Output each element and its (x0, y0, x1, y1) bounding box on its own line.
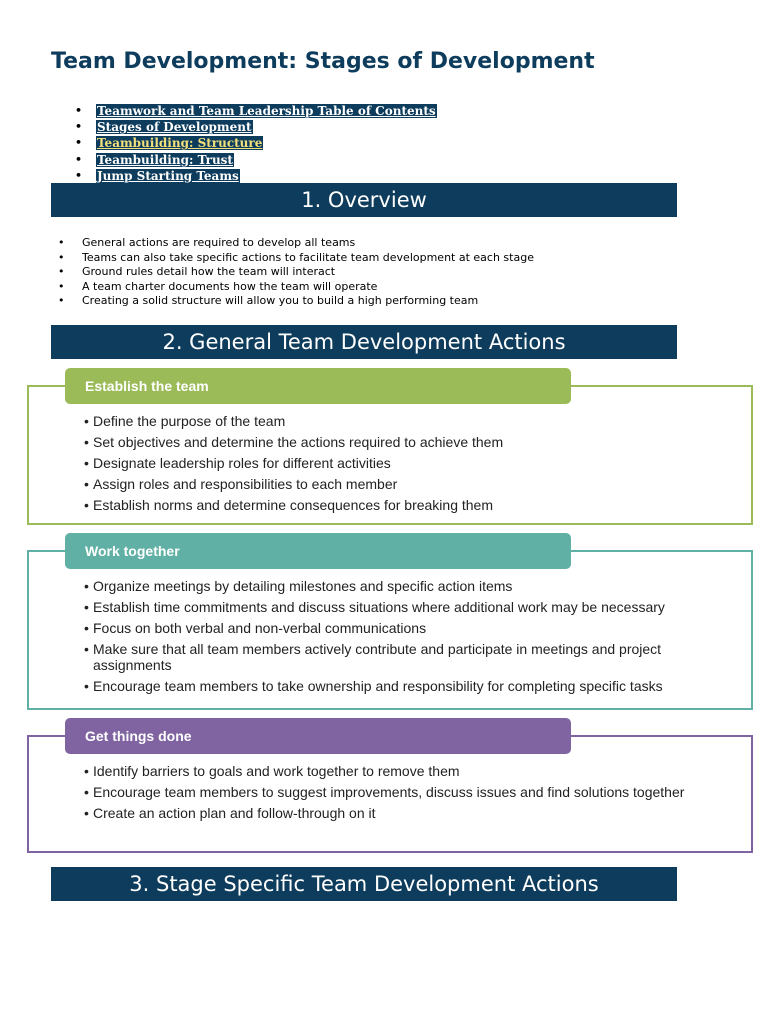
toc-item (75, 103, 437, 119)
list-item: • Ground rules detail how the team will interact (58, 265, 534, 280)
toc-item (75, 135, 437, 151)
toc-item (75, 119, 437, 135)
overview-list (58, 236, 534, 309)
list-item: • General actions are required to develop all teams (58, 236, 534, 251)
page-title: Team Development: Stages of Development (51, 49, 595, 74)
toc-link-trust[interactable]: Teambuilding: Trust (97, 152, 233, 167)
list-item: • Focus on both verbal and non-verbal communications (84, 620, 703, 636)
list-item: • Define the purpose of the team (84, 413, 703, 429)
section-heading-stage-specific: 3. Stage Specific Team Development Actions (51, 867, 677, 901)
list-item: • Encourage team members to take ownership and responsibility for completing specific tasks (84, 678, 703, 694)
work-together-heading: Work together (65, 533, 571, 569)
list-item: • Establish norms and determine consequences for breaking them (84, 497, 703, 513)
list-item: • Set objectives and determine the actions required to achieve them (84, 434, 703, 450)
toc-link-teamwork-contents[interactable]: Teamwork and Team Leadership Table of Contents (97, 104, 436, 118)
table-of-contents (75, 103, 437, 184)
work-together-list (84, 578, 703, 699)
list-item: • Encourage team members to suggest improvements, discuss issues and find solutions together (84, 784, 703, 800)
establish-team-heading: Establish the team (65, 368, 571, 404)
list-item: • A team charter documents how the team will operate (58, 280, 534, 295)
toc-item (75, 168, 437, 184)
list-item: • Create an action plan and follow-through on it (84, 805, 703, 821)
toc-link-jump-starting[interactable]: Jump Starting Teams (97, 168, 239, 183)
toc-link-structure[interactable]: Teambuilding: Structure (97, 136, 263, 151)
get-things-done-list (84, 763, 703, 826)
section-heading-overview: 1. Overview (51, 183, 677, 217)
toc-link-stages[interactable]: Stages of Development (97, 120, 252, 135)
toc-item (75, 152, 437, 168)
list-item: • Teams can also take specific actions to facilitate team development at each stage (58, 251, 534, 266)
list-item: • Make sure that all team members actively contribute and participate in meetings and project assignments (84, 641, 703, 673)
list-item: • Establish time commitments and discuss situations where additional work may be necessary (84, 599, 703, 615)
get-things-done-heading: Get things done (65, 718, 571, 754)
list-item: • Assign roles and responsibilities to each member (84, 476, 703, 492)
list-item: • Identify barriers to goals and work together to remove them (84, 763, 703, 779)
establish-team-list (84, 413, 703, 518)
section-heading-general-actions: 2. General Team Development Actions (51, 325, 677, 359)
list-item: • Organize meetings by detailing milestones and specific action items (84, 578, 703, 594)
list-item: • Creating a solid structure will allow you to build a high performing team (58, 294, 534, 309)
list-item: • Designate leadership roles for different activities (84, 455, 703, 471)
